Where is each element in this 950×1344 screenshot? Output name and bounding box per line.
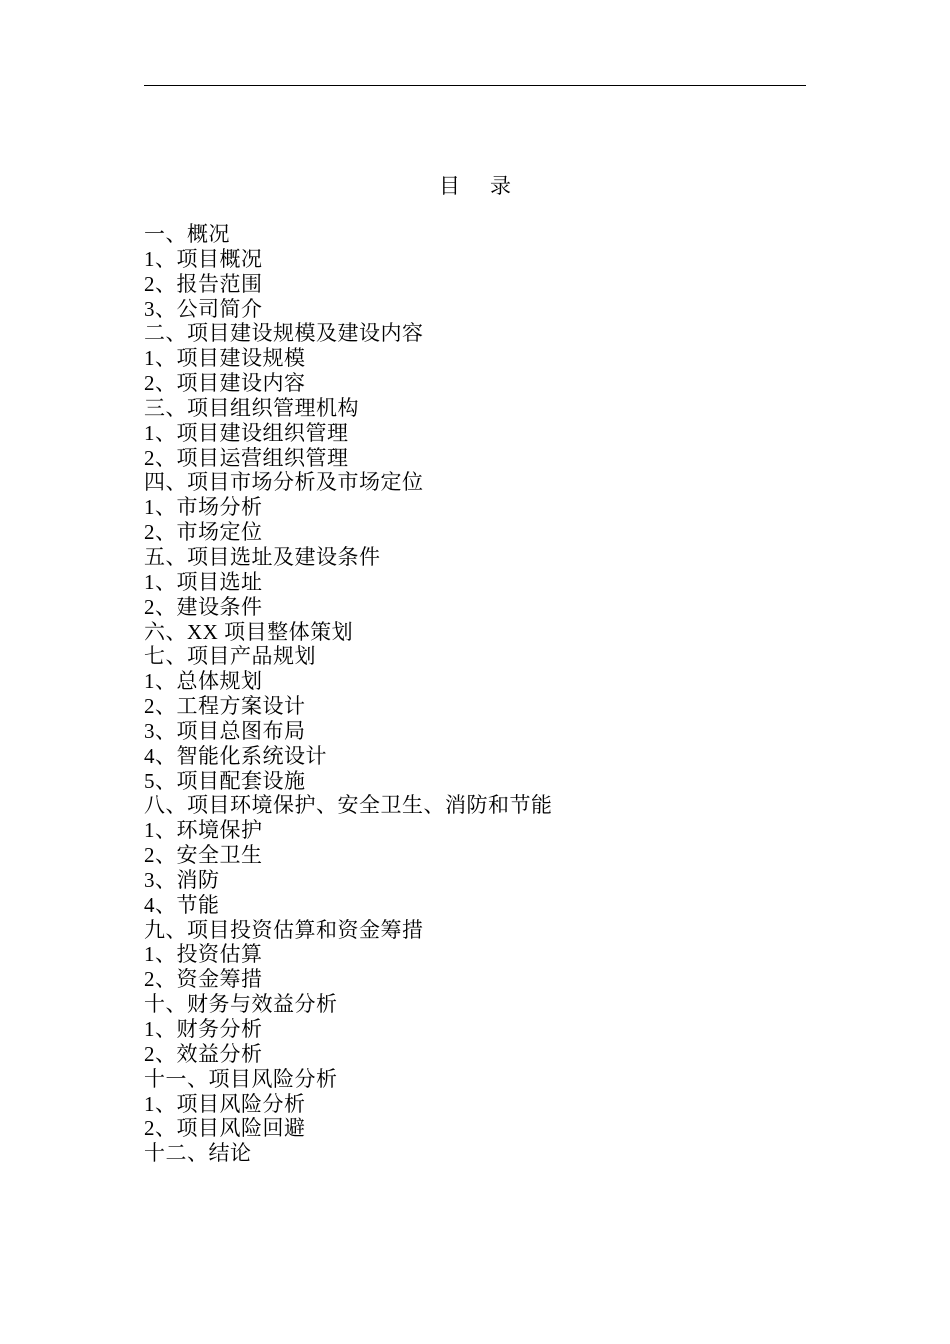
toc-entry: 2、效益分析 <box>144 1041 263 1066</box>
toc-entry: 1、项目风险分析 <box>144 1091 306 1116</box>
toc-entry: 1、环境保护 <box>144 818 263 843</box>
toc-entry: 2、项目建设内容 <box>144 371 306 396</box>
toc-entry: 1、项目建设规模 <box>144 346 306 371</box>
toc-entry: 2、报告范围 <box>144 271 263 296</box>
toc-entry: 1、项目选址 <box>144 569 263 594</box>
toc-entry: 二、项目建设规模及建设内容 <box>144 321 424 346</box>
toc-entry: 3、公司简介 <box>144 296 263 321</box>
toc-entry: 2、项目运营组织管理 <box>144 445 349 470</box>
toc-entry: 1、项目概况 <box>144 246 263 271</box>
toc-entry: 十二、结论 <box>144 1141 252 1166</box>
toc-entry: 七、项目产品规划 <box>144 644 316 669</box>
toc-entry: 2、安全卫生 <box>144 843 263 868</box>
page-title-char-1: 目 <box>439 174 460 198</box>
toc-entry: 5、项目配套设施 <box>144 768 306 793</box>
toc-entry: 三、项目组织管理机构 <box>144 395 359 420</box>
toc-entry: 十一、项目风险分析 <box>144 1066 338 1091</box>
toc-entry: 九、项目投资估算和资金筹措 <box>144 917 424 942</box>
toc-entry: 2、资金筹措 <box>144 967 263 992</box>
page-title-char-2: 录 <box>490 174 511 198</box>
toc-entry: 2、项目风险回避 <box>144 1116 306 1141</box>
toc-entry: 4、节能 <box>144 892 220 917</box>
toc-entry: 五、项目选址及建设条件 <box>144 544 381 569</box>
header-rule <box>144 85 806 86</box>
toc-entry: 1、总体规划 <box>144 669 263 694</box>
toc-entry: 4、智能化系统设计 <box>144 743 327 768</box>
toc-entry: 3、项目总图布局 <box>144 718 306 743</box>
toc-entry: 3、消防 <box>144 867 220 892</box>
toc-entry: 四、项目市场分析及市场定位 <box>144 470 424 495</box>
toc-entry: 2、建设条件 <box>144 594 263 619</box>
toc-entry: 1、财务分析 <box>144 1017 263 1041</box>
toc-entry: 1、投资估算 <box>144 942 263 967</box>
toc-entry: 1、市场分析 <box>144 495 263 520</box>
toc-entry: 八、项目环境保护、安全卫生、消防和节能 <box>144 793 553 818</box>
toc-entry: 一、概况 <box>144 222 230 246</box>
toc-entry: 1、项目建设组织管理 <box>144 420 349 445</box>
table-of-contents <box>144 222 553 1166</box>
page-title <box>0 171 950 201</box>
toc-entry: 十、财务与效益分析 <box>144 992 338 1017</box>
toc-entry: 六、XX 项目整体策划 <box>144 619 354 644</box>
toc-entry: 2、市场定位 <box>144 520 263 545</box>
toc-entry: 2、工程方案设计 <box>144 694 306 719</box>
